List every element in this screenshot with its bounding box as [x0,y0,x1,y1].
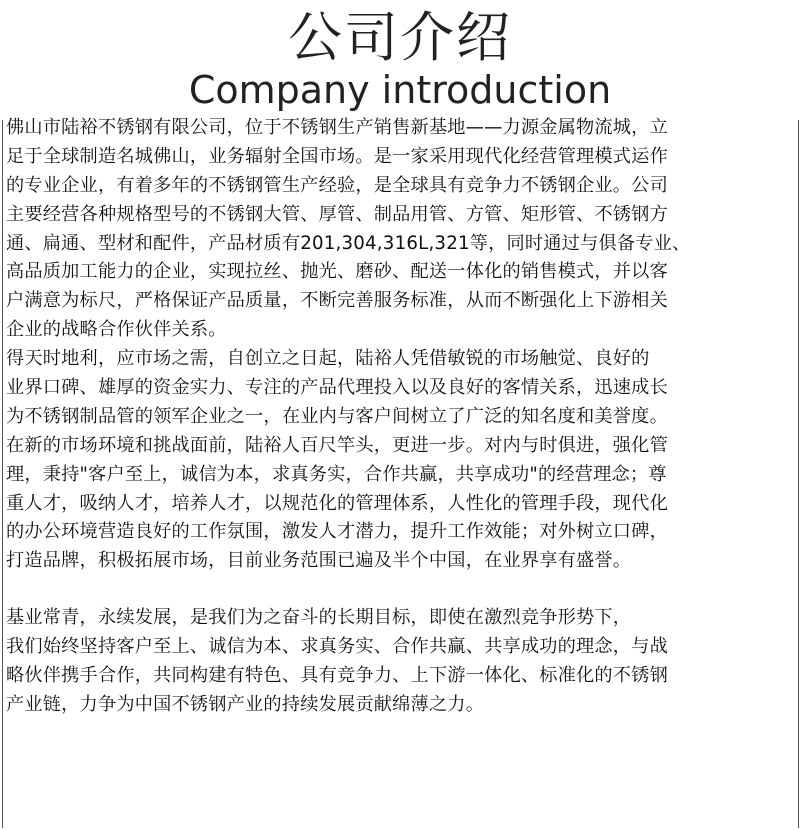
text-line: 重人才，吸纳人才，培养人才，以规范化的管理体系，人性化的管理手段，现代化 [6,492,668,514]
text-line: 户满意为标尺，严格保证产品质量，不断完善服务标准，从而不断强化上下游相关 [6,290,668,312]
text-line: 足于全球制造名城佛山，业务辐射全国市场。是一家采用现代化经营管理模式运作 [6,145,668,167]
text-line: 高品质加工能力的企业，实现拉丝、抛光、磨砂、配送一体化的销售模式，并以客 [6,261,668,283]
paragraph-1 [6,114,794,345]
text-line: 略伙伴携手合作，共同构建有特色、具有竞争力、上下游一体化、标准化的不锈钢 [6,665,668,687]
page-title-english: Company introduction [188,68,612,112]
left-border-line [2,120,3,828]
text-line: 为不锈钢制品管的领军企业之一，在业内与客户间树立了广泛的知名度和美誉度。 [6,405,668,427]
text-line: 打造品牌，积极拓展市场，目前业务范围已遍及半个中国，在业界享有盛誉。 [6,550,632,572]
paragraph-2 [6,345,794,576]
text-line: 产业链，力争为中国不锈钢产业的持续发展贡献绵薄之力。 [6,693,485,715]
text-line: 理，秉持"客户至上，诚信为本，求真务实，合作共赢，共享成功"的经营理念；尊 [6,463,667,485]
text-line: 在新的市场环境和挑战面前，陆裕人百尺竿头，更进一步。对内与时俱进，强化管 [6,434,668,456]
paragraph-spacer [6,576,794,604]
text-line: 佛山市陆裕不锈钢有限公司，位于不锈钢生产销售新基地——力源金属物流城，立 [6,117,668,138]
intro-body [6,114,794,720]
text-line: 主要经营各种规格型号的不锈钢大管、厚管、制品用管、方管、矩形管、不锈钢方 [6,203,668,225]
right-border-line [798,120,799,828]
text-line: 的专业企业，有着多年的不锈钢管生产经验，是全球具有竞争力不锈钢企业。公司 [6,174,668,196]
text-line: 企业的战略合作伙伴关系。 [6,319,227,341]
text-line: 得天时地利，应市场之需，自创立之日起，陆裕人凭借敏锐的市场触觉、良好的 [6,348,650,370]
paragraph-3 [6,604,794,720]
text-line: 业界口碑、雄厚的资金实力、专注的产品代理投入以及良好的客情关系，迅速成长 [6,377,668,399]
page-title-chinese: 公司介绍 [288,6,512,69]
text-line: 的办公环境营造良好的工作氛围，激发人才潜力，提升工作效能；对外树立口碑， [6,521,668,543]
text-line: 我们始终坚持客户至上、诚信为本、求真务实、合作共赢、共享成功的理念，与战 [6,636,668,658]
text-line: 通、扁通、型材和配件，产品材质有201,304,316L,321等，同时通过与俱备专业、 [6,232,691,254]
text-line: 基业常青，永续发展，是我们为之奋斗的长期目标，即使在激烈竞争形势下， [6,607,632,629]
